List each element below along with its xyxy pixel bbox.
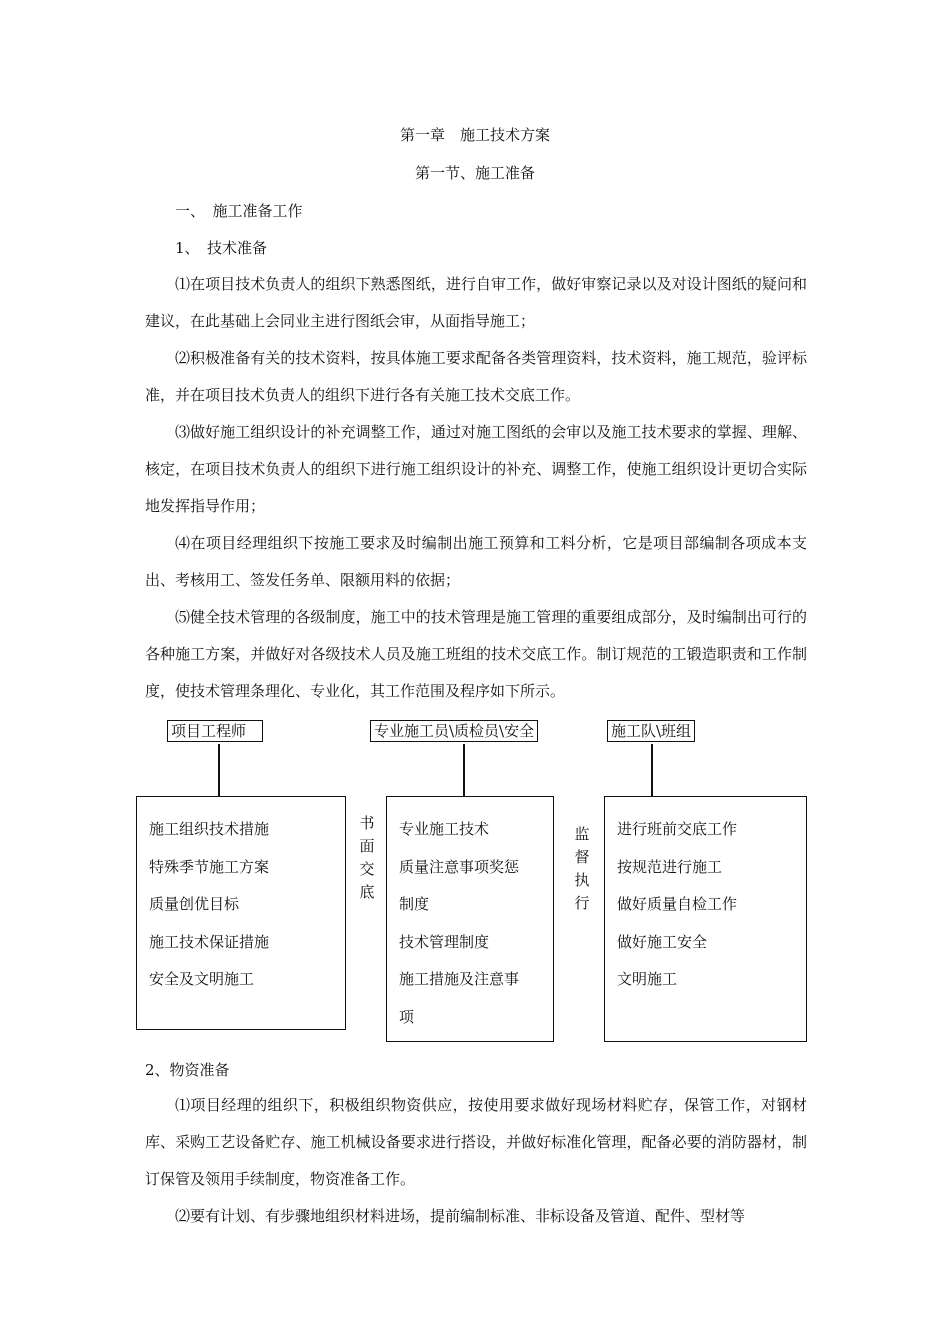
col2-item: 施工措施及注意事 <box>399 970 520 988</box>
col2-item: 技术管理制度 <box>399 932 490 951</box>
section-title: 第一节、施工准备 <box>414 164 535 182</box>
tech-paragraph-1: ⑴在项目技术负责人的组织下熟悉图纸，进行自审工作，做好审察记录以及对设计图纸的疑问和建议，在此基础上会同业主进行图纸会审，从面指导施工； <box>145 275 807 330</box>
heading-tech-prep: 1、 技术准备 <box>175 239 268 257</box>
vertical-char: 底 <box>359 883 375 901</box>
col1-item: 质量创优目标 <box>149 895 240 913</box>
connector-line-2 <box>463 744 465 797</box>
col3-item: 文明施工 <box>617 970 678 988</box>
connector-line-3 <box>651 744 653 797</box>
tech-paragraph-3: ⑶做好施工组织设计的补充调整工作，通过对施工图纸的会审以及施工技术要求的掌握、理解、核定，在项目技术负责人的组织下进行施工组织设计的补充、调整工作，使施工组织设计更切合实际地发挥指导作用； <box>145 423 807 515</box>
col2-title: 专业施工员\质检员\安全 <box>370 720 538 742</box>
supervise-execute-text <box>573 823 591 915</box>
col3-item: 做好施工安全 <box>617 932 708 951</box>
col1-item: 施工技术保证措施 <box>149 932 270 951</box>
chapter-title: 第一章 施工技术方案 <box>399 126 550 144</box>
tech-paragraph-4: ⑷在项目经理组织下按施工要求及时编制出施工预算和工料分析，它是项目部编制各项成本支出、考核用工、签发任务单、限额用料的依据； <box>145 534 807 589</box>
col3-item: 进行班前交底工作 <box>617 820 738 838</box>
col1-item: 特殊季节施工方案 <box>149 857 270 876</box>
vertical-char: 面 <box>359 837 375 855</box>
col1-box <box>136 796 346 1030</box>
col2-item: 制度 <box>399 895 430 913</box>
heading-prep-work: 一、 施工准备工作 <box>175 202 303 220</box>
col3-item: 做好质量自检工作 <box>617 895 738 913</box>
col3-title: 施工队\班组 <box>607 720 695 742</box>
written-briefing-text <box>358 812 376 904</box>
vertical-char: 交 <box>359 860 375 878</box>
col2-item: 质量注意事项奖惩 <box>399 857 520 876</box>
connector-label-supervise <box>573 823 591 915</box>
col1-item: 安全及文明施工 <box>149 970 255 988</box>
material-paragraph-2: ⑵要有计划、有步骤地组织材料进场，提前编制标准、非标设备及管道、配件、型材等 <box>175 1207 746 1225</box>
col3-box <box>604 796 807 1042</box>
col1-item: 施工组织技术措施 <box>149 820 270 838</box>
vertical-char: 督 <box>574 848 590 866</box>
vertical-char: 执 <box>574 871 590 889</box>
col2-item: 项 <box>399 1007 415 1026</box>
connector-label-written-briefing <box>358 812 376 904</box>
col1-title: 项目工程师 <box>167 720 263 742</box>
col2-item: 专业施工技术 <box>399 820 490 838</box>
heading-material-prep: 2、物资准备 <box>145 1061 230 1079</box>
vertical-char: 监 <box>574 825 590 843</box>
col2-box <box>386 796 554 1042</box>
connector-line-1 <box>218 744 220 797</box>
tech-paragraph-2: ⑵积极准备有关的技术资料，按具体施工要求配备各类管理资料，技术资料，施工规范，验评标准，并在项目技术负责人的组织下进行各有关施工技术交底工作。 <box>145 349 807 404</box>
material-paragraph-1: ⑴项目经理的组织下，积极组织物资供应，按使用要求做好现场材料贮存，保管工作，对钢材库、采购工艺设备贮存、施工机械设备要求进行搭设，并做好标准化管理，配备必要的消防器材，制订保管及领用手续制度，物资准备工作。 <box>145 1096 807 1188</box>
tech-paragraph-5: ⑸健全技术管理的各级制度，施工中的技术管理是施工管理的重要组成部分，及时编制出可行的各种施工方案，并做好对各级技术人员及施工班组的技术交底工作。制订规范的工锻造职责和工作制度，使技术管理条理化、专业化，其工作范围及程序如下所示。 <box>145 608 807 700</box>
col3-item: 按规范进行施工 <box>617 857 723 876</box>
vertical-char: 书 <box>359 814 375 832</box>
vertical-char: 行 <box>574 894 590 912</box>
